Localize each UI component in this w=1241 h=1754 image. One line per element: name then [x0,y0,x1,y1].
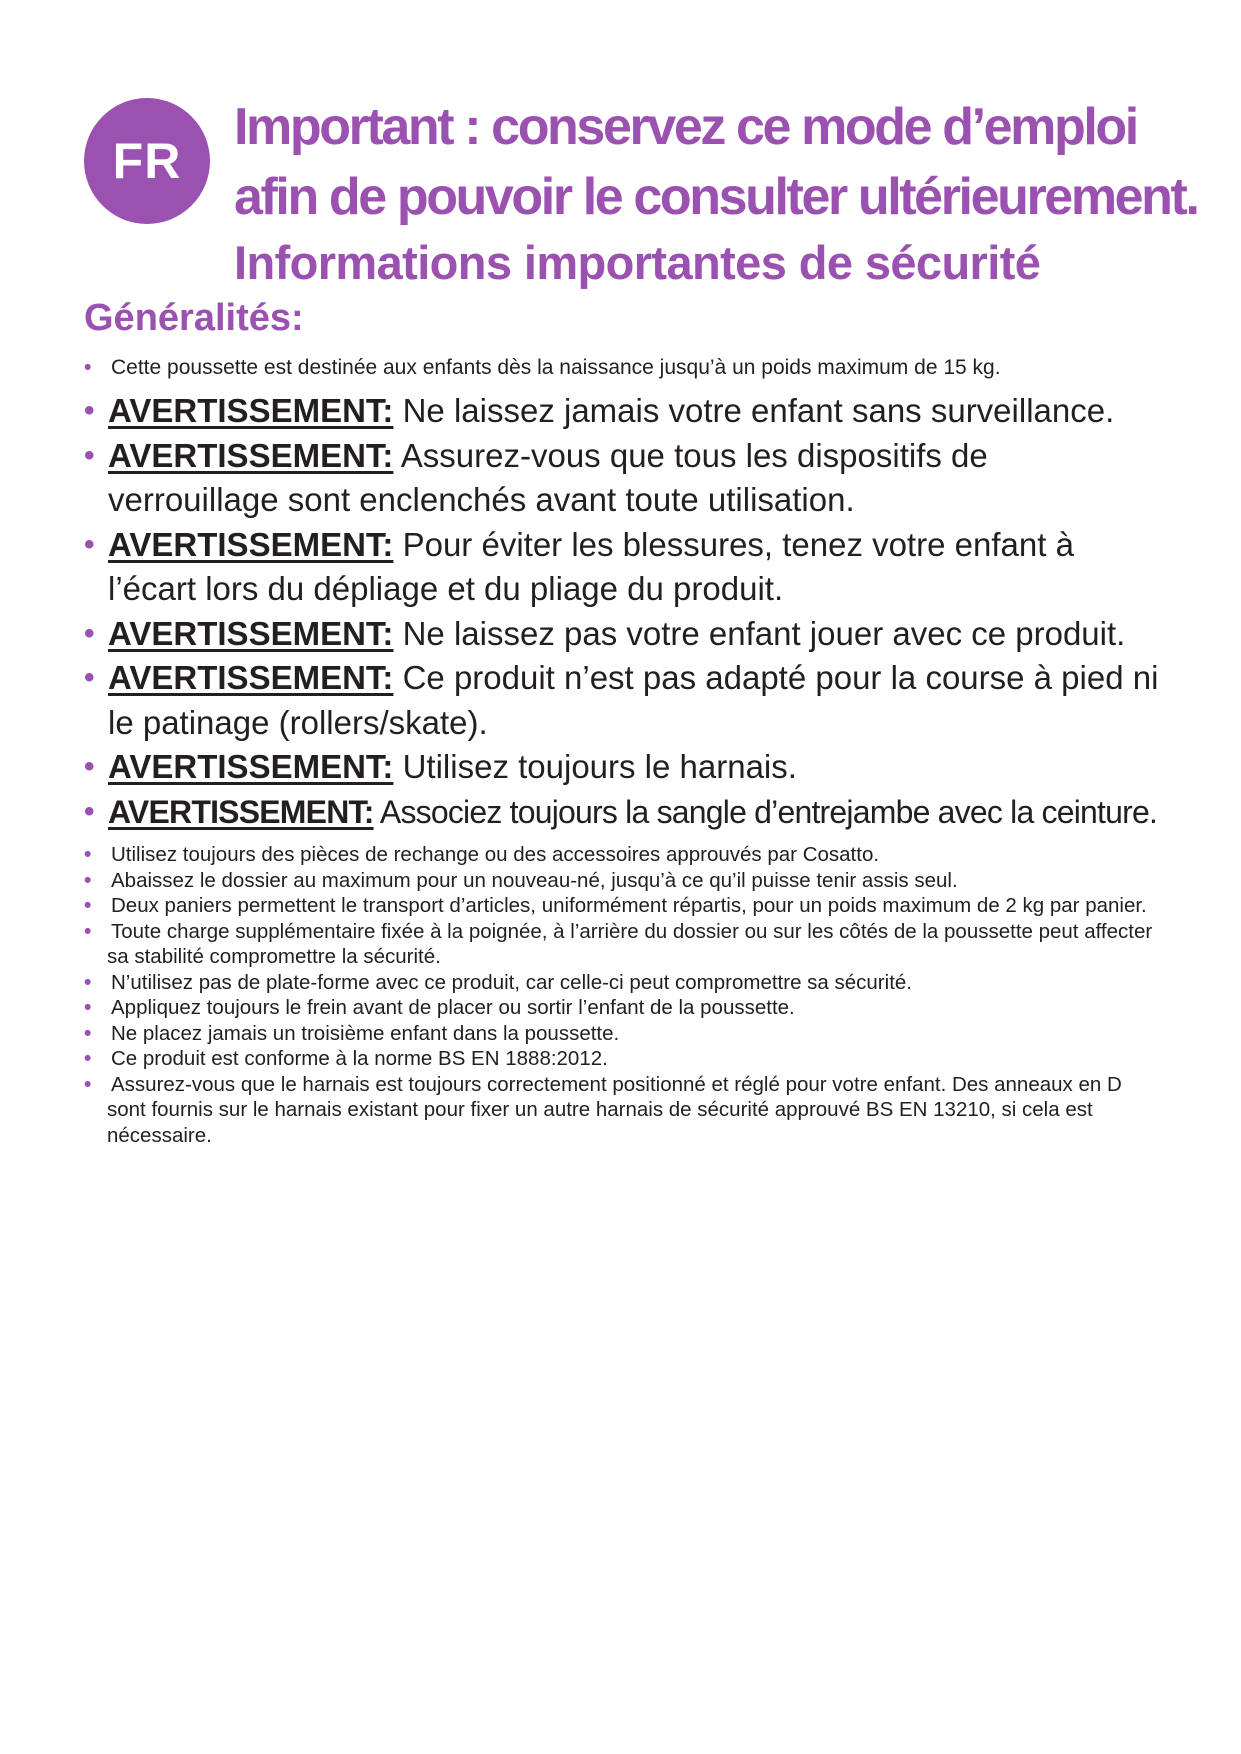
list-item [84,1021,1164,1047]
warning-label: AVERTISSEMENT: [108,748,394,785]
language-badge: FR [84,98,210,224]
warning-label: AVERTISSEMENT: [108,793,374,830]
warning-text: Assurez-vous que tous les dispositifs de verrouillage sont enclenchés avant toute utilisation. [108,436,988,518]
bullet-icon: • [84,1021,92,1045]
list-item [84,868,1164,894]
warning-item [84,612,1164,657]
warning-item [84,434,1164,523]
warning-item [84,745,1164,790]
list-item-text: Cette poussette est destinée aux enfants dès la naissance jusqu’à un poids maximum de 15 kg. [111,356,1001,379]
warning-label: AVERTISSEMENT: [108,392,394,429]
bullet-icon: • [84,394,95,427]
bullet-icon: • [84,661,95,694]
bullet-icon: • [84,996,92,1019]
bullet-icon: • [84,868,92,892]
list-item [84,1072,1164,1149]
bullet-icon: • [84,750,95,783]
warning-text: Ne laissez pas votre enfant jouer avec ce produit. [402,614,1126,652]
safety-list-bottom [84,842,1164,1148]
warning-text: Utilisez toujours le harnais. [402,748,797,785]
bullet-icon: • [84,970,92,994]
bullet-icon: • [84,1047,92,1070]
list-item [84,893,1164,919]
list-item-text: N’utilisez pas de plate-forme avec ce produit, car celle-ci peut compromettre sa sécurité. [111,970,912,994]
title-block [234,92,1214,294]
warning-label: AVERTISSEMENT: [108,614,394,652]
warning-item [84,656,1164,745]
list-item-text: Abaissez le dossier au maximum pour un nouveau-né, jusqu’à ce qu’il puisse tenir assis seul. [111,868,958,892]
list-item-text: Deux paniers permettent le transport d’articles, uniformément répartis, pour un poids maximum de 2 kg par panier. [111,894,1147,917]
title-line-2: afin de pouvoir le consulter ultérieurement. [234,168,1198,226]
bullet-icon: • [84,438,95,472]
list-item-text: Utilisez toujours des pièces de rechange ou des accessoires approuvés par Cosatto. [111,843,880,866]
warning-text: Associez toujours la sangle d’entrejambe avec la ceinture. [379,793,1158,830]
warning-item [84,790,1164,835]
list-item [84,970,1164,996]
list-item [84,995,1164,1021]
title-line-3: Informations importantes de sécurité [234,236,1041,289]
list-item-text: Toute charge supplémentaire fixée à la poignée, à l’arrière du dossier ou sur les côtés de la poussette peut affecter sa stabilité compromettre la sécurité. [107,919,1153,968]
bullet-icon: • [84,843,92,866]
bullet-icon: • [84,527,95,561]
title-line-1: Important : conservez ce mode d’emploi [234,98,1137,156]
list-item [84,842,1164,868]
list-item [84,355,1164,381]
bullet-icon: • [84,1072,92,1096]
bullet-icon: • [84,356,92,379]
warning-text: Ce produit n’est pas adapté pour la course à pied ni le patinage (rollers/skate). [108,659,1159,741]
list-item-text: Ne placez jamais un troisième enfant dans la poussette. [111,1021,620,1045]
list-item-text: Assurez-vous que le harnais est toujours correctement positionné et réglé pour votre enfant. Des anneaux en D sont fournis sur le harnais existant pour fixer un autre harnais de sécurité approuvé BS EN 13210, si cela est nécessaire. [107,1072,1122,1147]
list-item [84,1046,1164,1072]
bullet-icon: • [84,616,95,650]
list-item-text: Ce produit est conforme à la norme BS EN 1888:2012. [111,1047,608,1070]
section-heading: Généralités: [84,297,304,339]
safety-list-top [84,355,1164,834]
warning-text: Ne laissez jamais votre enfant sans surveillance. [402,392,1115,429]
warning-label: AVERTISSEMENT: [108,436,394,474]
warning-item [84,389,1164,434]
list-item-text: Appliquez toujours le frein avant de placer ou sortir l’enfant de la poussette. [111,996,795,1019]
warning-list [84,389,1164,834]
bullet-icon: • [84,794,94,828]
list-item [84,919,1164,970]
warning-label: AVERTISSEMENT: [108,525,394,563]
bullet-icon: • [84,894,92,917]
bullet-icon: • [84,919,92,943]
warning-item [84,523,1164,612]
warning-text: Pour éviter les blessures, tenez votre enfant à l’écart lors du dépliage et du pliage du produit. [108,525,1074,607]
warning-label: AVERTISSEMENT: [108,659,394,696]
